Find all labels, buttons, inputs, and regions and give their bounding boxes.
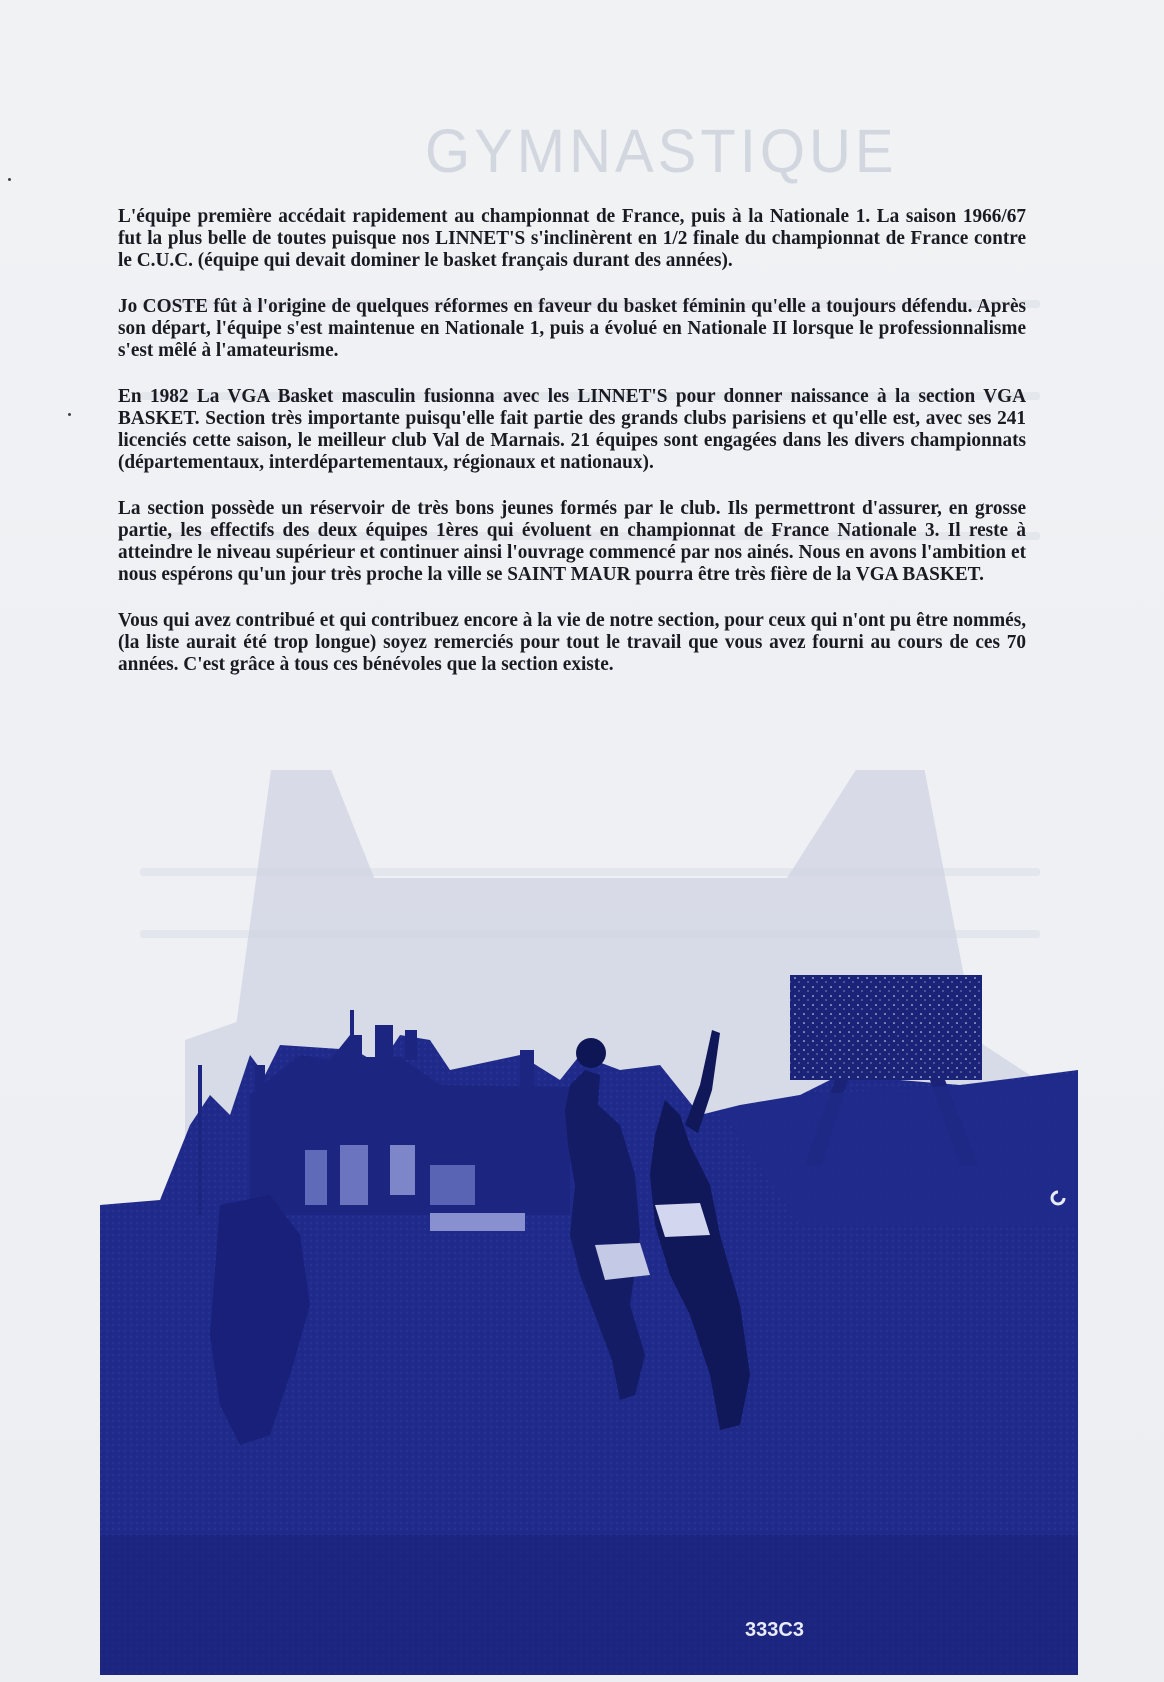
- paragraph-5: Vous qui avez contribué et qui contribuez encore à la vie de notre section, pour ceux qui n'ont pu être nommés, (la liste aurait été trop longue) soyez remerciés pour tout le travail que vous avez fourni au cours de ces 70 années. C'est grâce à tous ces bénévoles que la section existe.: [118, 609, 1027, 675]
- house-window: [305, 1150, 327, 1205]
- paragraph-3: En 1982 La VGA Basket masculin fusionna avec les LINNET'S pour donner naissance à la section VGA BASKET. Section très importante puisqu'elle fait partie des grands clubs parisiens et qu'elle est, avec ses 241 licenciés cette saison, le meilleur club Val de Marnais. 21 équipes sont engagées dans les divers championnats (départementaux, interdépartementaux, régionaux et nationaux).: [118, 385, 1027, 473]
- chimney: [520, 1050, 534, 1088]
- chimney: [255, 1065, 265, 1093]
- chimney: [375, 1025, 393, 1061]
- bleed-through-line: [140, 868, 1040, 876]
- pole: [198, 1065, 202, 1215]
- house-window: [340, 1145, 368, 1205]
- basketball-photo-image: [100, 975, 1078, 1675]
- basketball: [576, 1038, 606, 1068]
- photo-mark: 333C3: [745, 1619, 804, 1641]
- speck: [8, 178, 11, 181]
- pole: [350, 1010, 354, 1060]
- paragraph-1: L'équipe première accédait rapidement au championnat de France, puis à la Nationale 1. La saison 1966/67 fut la plus belle de toutes puisque nos LINNET'S s'inclinèrent en 1/2 finale du championnat de France contre le C.U.C. (équipe qui devait dominer le basket français durant des années).: [118, 205, 1027, 271]
- basketball-photo: [100, 975, 1078, 1675]
- speck: [68, 413, 71, 416]
- article-text: [118, 205, 1027, 699]
- backboard: [790, 975, 982, 1080]
- paragraph-2: Jo COSTE fût à l'origine de quelques réformes en faveur du basket féminin qu'elle a toujours défendu. Après son départ, l'équipe s'est maintenue en Nationale 1, puis a évolué en Nationale II lorsque le professionnalisme s'est mêlé à l'amateurisme.: [118, 295, 1027, 361]
- ground-band: [100, 1535, 1078, 1675]
- bleed-through-title: GYMNASTIQUE: [425, 117, 898, 186]
- bleed-through-line: [140, 930, 1040, 938]
- house-sign: [430, 1213, 525, 1231]
- chimney: [405, 1030, 417, 1060]
- house-window: [390, 1145, 415, 1195]
- paragraph-4: La section possède un réservoir de très bons jeunes formés par le club. Ils permettront d'assurer, en grosse partie, les effectifs des deux équipes 1ères qui évoluent en championnat de France Nationale 3. Il reste à atteindre le niveau supérieur et continuer ainsi l'ouvrage commencé par nos ainés. Nous en avons l'ambition et nous espérons qu'un jour très proche la ville se SAINT MAUR pourra être très fière de la VGA BASKET.: [118, 497, 1027, 585]
- house-window: [430, 1165, 475, 1205]
